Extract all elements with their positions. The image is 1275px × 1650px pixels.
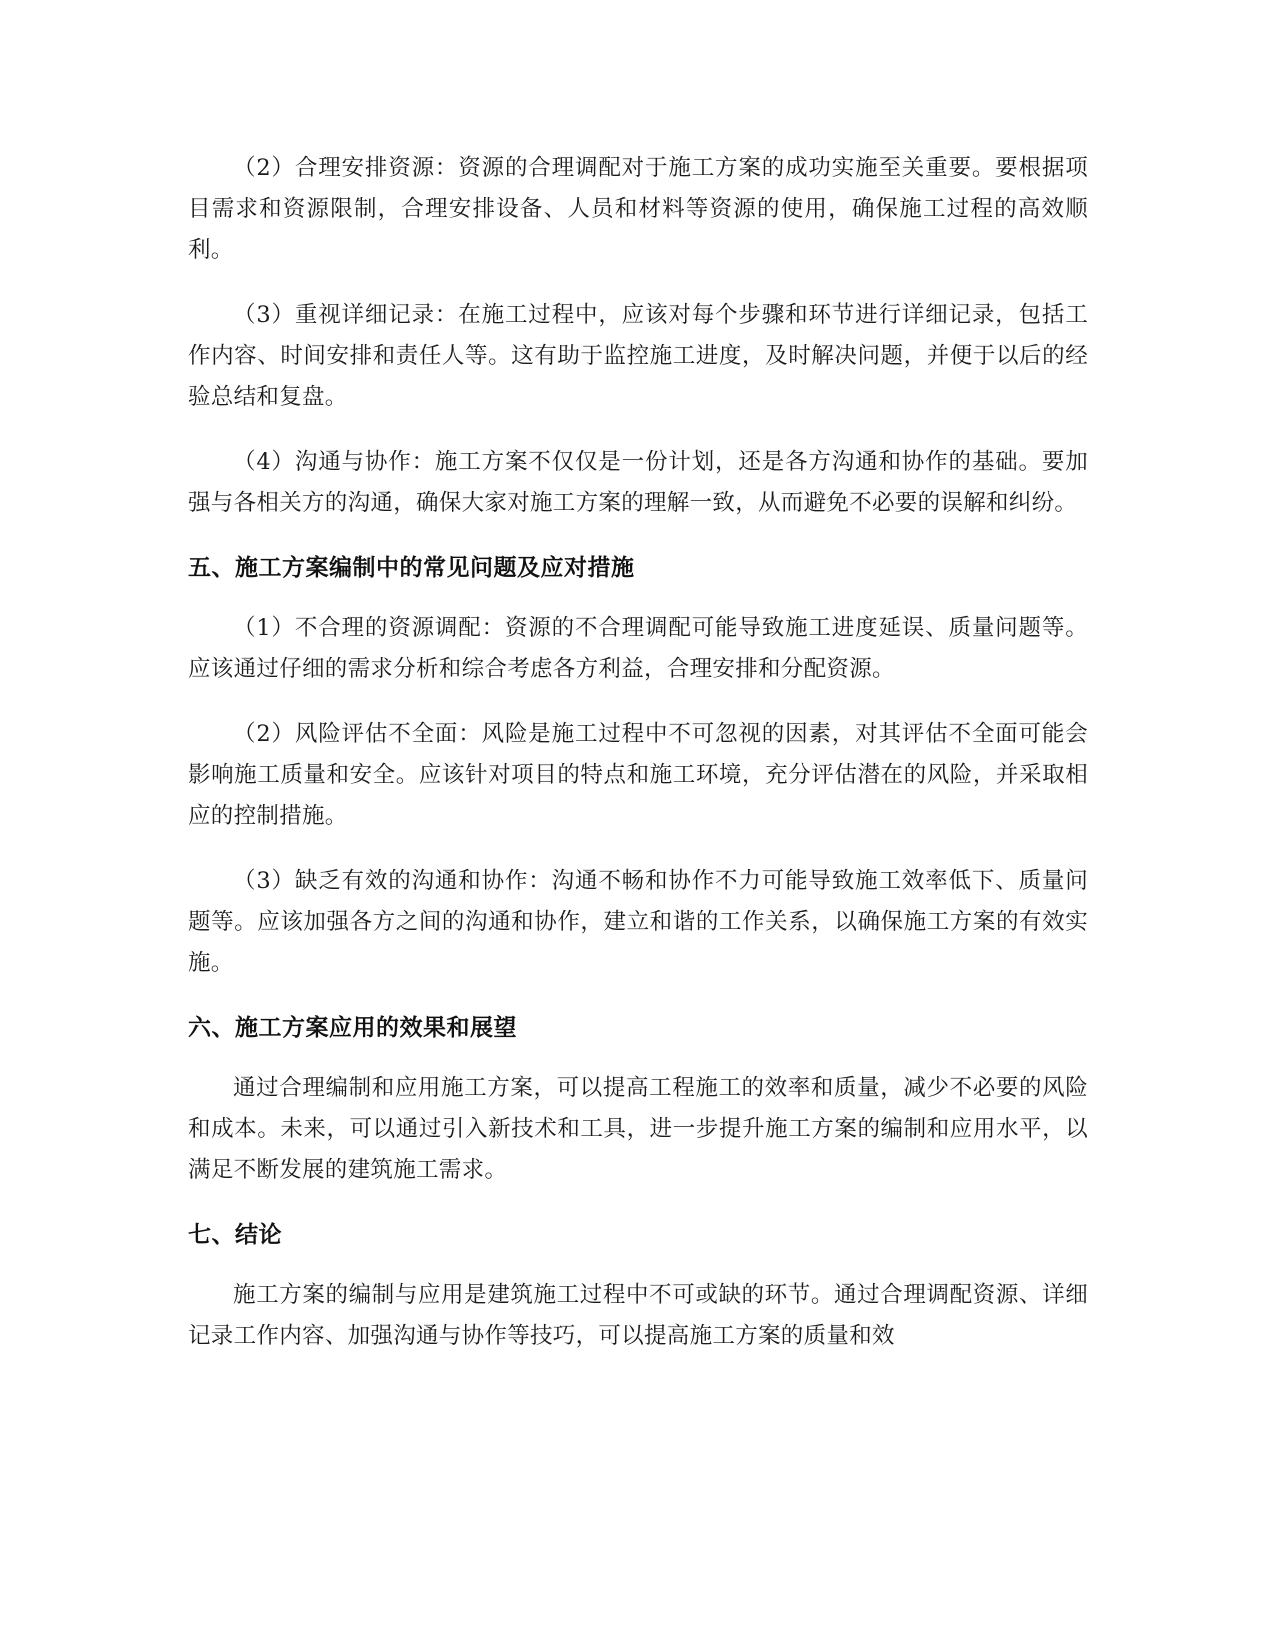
section-heading-5: 五、施工方案编制中的常见问题及应对措施 [188,555,635,581]
paragraph-effects-outlook: 通过合理编制和应用施工方案，可以提高工程施工的效率和质量，减少不必要的风险和成本。未来，可以通过引入新技术和工具，进一步提升施工方案的编制和应用水平，以满足不断发展的建筑施工需求。 [188,1075,1088,1183]
paragraph-conclusion: 施工方案的编制与应用是建筑施工过程中不可或缺的环节。通过合理调配资源、详细记录工作内容、加强沟通与协作等技巧，可以提高施工方案的质量和效 [188,1282,1088,1349]
paragraph-detailed-records: （3）重视详细记录：在施工过程中，应该对每个步骤和环节进行详细记录，包括工作内容、时间安排和责任人等。这有助于监控施工进度，及时解决问题，并便于以后的经验总结和复盘。 [188,302,1088,410]
section-heading-6: 六、施工方案应用的效果和展望 [188,1015,517,1041]
section-heading-7: 七、结论 [188,1222,282,1248]
paragraph-communication-issue: （3）缺乏有效的沟通和协作：沟通不畅和协作不力可能导致施工效率低下、质量问题等。应该加强各方之间的沟通和协作，建立和谐的工作关系，以确保施工方案的有效实施。 [188,868,1088,976]
paragraph-resource-allocation-issue: （1）不合理的资源调配：资源的不合理调配可能导致施工进度延误、质量问题等。应该通过仔细的需求分析和综合考虑各方利益，合理安排和分配资源。 [188,615,1088,682]
paragraph-risk-assessment-issue: （2）风险评估不全面：风险是施工过程中不可忽视的因素，对其评估不全面可能会影响施工质量和安全。应该针对项目的特点和施工环境，充分评估潜在的风险，并采取相应的控制措施。 [188,721,1088,829]
document-body [188,148,1088,1381]
paragraph-communication: （4）沟通与协作：施工方案不仅仅是一份计划，还是各方沟通和协作的基础。要加强与各相关方的沟通，确保大家对施工方案的理解一致，从而避免不必要的误解和纠纷。 [188,449,1088,516]
paragraph-arrange-resources: （2）合理安排资源：资源的合理调配对于施工方案的成功实施至关重要。要根据项目需求和资源限制，合理安排设备、人员和材料等资源的使用，确保施工过程的高效顺利。 [188,155,1088,263]
